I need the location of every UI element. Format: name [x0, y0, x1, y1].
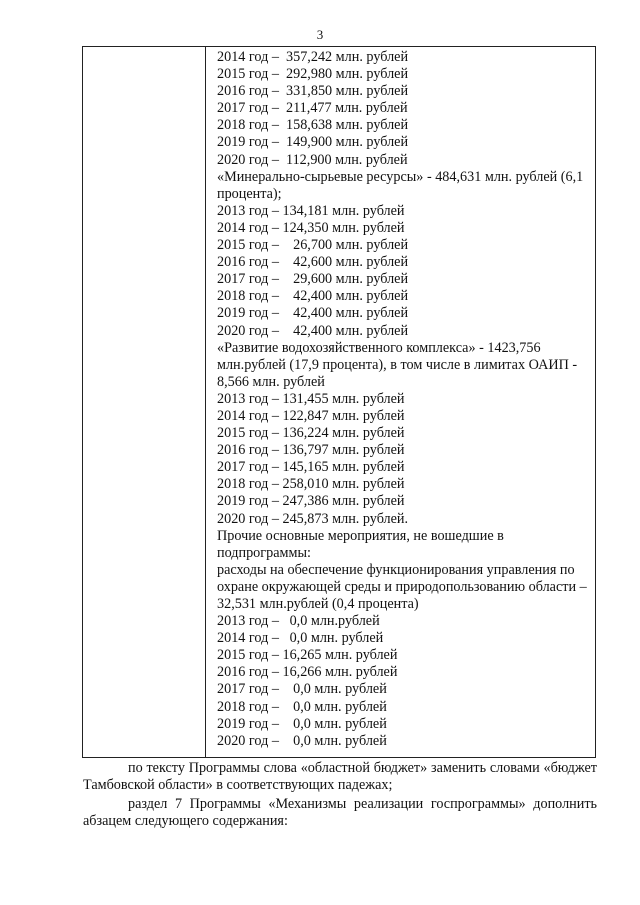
funding-line: 2020 год – 42,400 млн. рублей — [217, 322, 409, 339]
funding-line: 2015 год – 292,980 млн. рублей — [217, 66, 409, 83]
funding-line: 2013 год – 0,0 млн.рублей — [217, 613, 380, 630]
expenses-description: расходы на обеспечение функционирования управления по охране окружающей среды и природопользованию области – 32,531 млн.рублей (0,4 процента) — [217, 561, 587, 612]
funding-line: 2013 год – 134,181 млн. рублей — [217, 202, 405, 219]
funding-line: 2014 год – 122,847 млн. рублей — [217, 407, 405, 424]
amendment-paragraph: раздел 7 Программы «Механизмы реализации госпрограммы» дополнить абзацем следующего содержания: — [83, 796, 597, 830]
funding-line: 2020 год – 112,900 млн. рублей — [217, 151, 408, 168]
funding-line: 2014 год – 0,0 млн. рублей — [217, 630, 384, 647]
funding-line: 2019 год – 149,900 млн. рублей — [217, 134, 409, 151]
funding-line: 2018 год – 258,010 млн. рублей — [217, 476, 405, 493]
funding-line: 2019 год – 0,0 млн. рублей — [217, 715, 387, 732]
funding-line: 2017 год – 0,0 млн. рублей — [217, 681, 387, 698]
funding-line: 2020 год – 245,873 млн. рублей. — [217, 510, 409, 527]
funding-line: 2015 год – 26,700 млн. рублей — [217, 237, 409, 254]
funding-line: 2014 год – 124,350 млн. рублей — [217, 219, 405, 236]
funding-line: 2016 год – 136,797 млн. рублей — [217, 442, 405, 459]
subprogram-heading: «Развитие водохозяйственного комплекса» - 1423,756 млн.рублей (17,9 процента), в том числе в лимитах ОАИП - 8,566 млн. рублей — [217, 339, 578, 390]
amendment-paragraph: по тексту Программы слова «областной бюджет» заменить словами «бюджет Тамбовской области» в соответствующих падежах; — [83, 760, 597, 794]
funding-line: 2018 год – 158,638 млн. рублей — [217, 117, 409, 134]
funding-line: 2019 год – 42,400 млн. рублей — [217, 305, 409, 322]
funding-line: 2014 год – 357,242 млн. рублей — [217, 49, 409, 65]
column-divider — [205, 47, 206, 757]
funding-line: 2017 год – 29,600 млн. рублей — [217, 271, 409, 288]
funding-line: 2017 год – 145,165 млн. рублей — [217, 459, 405, 476]
funding-line: 2017 год – 211,477 млн. рублей — [217, 100, 408, 117]
funding-line: 2016 год – 331,850 млн. рублей — [217, 83, 409, 100]
funding-line: 2016 год – 16,266 млн. рублей — [217, 664, 398, 681]
funding-line: 2015 год – 16,265 млн. рублей — [217, 647, 398, 664]
funding-line: 2013 год – 131,455 млн. рублей — [217, 390, 405, 407]
subprogram-heading: «Минерально-сырьевые ресурсы» - 484,631 млн. рублей (6,1 процента); — [217, 168, 584, 202]
funding-line: 2020 год – 0,0 млн. рублей — [217, 732, 387, 749]
funding-table — [82, 46, 596, 758]
funding-line: 2018 год – 42,400 млн. рублей — [217, 288, 409, 305]
page-number: 3 — [316, 27, 324, 42]
funding-line: 2019 год – 247,386 млн. рублей — [217, 493, 405, 510]
funding-line: 2015 год – 136,224 млн. рублей — [217, 425, 405, 442]
other-activities-heading: Прочие основные мероприятия, не вошедшие в подпрограммы: — [217, 527, 504, 561]
funding-cell — [217, 49, 589, 750]
funding-line: 2016 год – 42,600 млн. рублей — [217, 254, 409, 271]
funding-line: 2018 год – 0,0 млн. рублей — [217, 698, 387, 715]
